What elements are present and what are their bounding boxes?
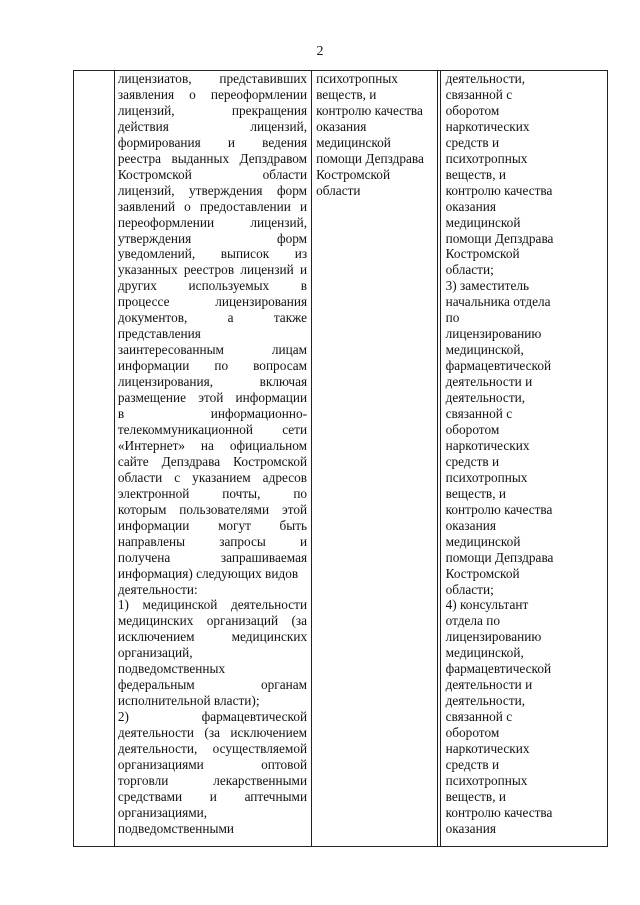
- text-line: области;: [445, 262, 494, 278]
- text-line: 3) заместитель: [445, 278, 530, 294]
- text-line: заявлений о предоставлении и: [117, 198, 308, 214]
- structural-unit-text: [312, 71, 437, 199]
- text-line: медицинской: [445, 533, 521, 549]
- text-line: реестра выданных Депздравом: [117, 150, 308, 166]
- text-line: оказания: [445, 517, 496, 533]
- text-line: контролю качества: [445, 804, 553, 820]
- text-line: контролю качества: [445, 182, 553, 198]
- text-line: психотропных: [445, 469, 528, 485]
- text-line: деятельности, осуществляемой: [117, 741, 308, 757]
- responsible-officials-text: [441, 71, 607, 837]
- text-line: оказания: [445, 820, 496, 836]
- text-line: веществ, и: [445, 788, 506, 804]
- text-line: действия лицензий,: [117, 118, 308, 134]
- text-line: переоформлении лицензий,: [117, 214, 308, 230]
- text-line: организациями оптовой: [117, 756, 308, 772]
- table-column-structural-unit: [312, 71, 438, 846]
- text-line: Костромской: [445, 565, 520, 581]
- text-line: медицинской: [316, 134, 391, 150]
- text-line: деятельности и: [445, 677, 533, 693]
- text-line: лицензированию: [445, 629, 542, 645]
- text-line: помощи Депздрава: [445, 230, 554, 246]
- text-line: медицинских организаций (за: [117, 613, 308, 629]
- table-column-number: [74, 71, 115, 846]
- text-line: оказания: [445, 198, 496, 214]
- text-line: отдела по: [445, 613, 501, 629]
- text-line: других используемых в: [117, 278, 308, 294]
- text-line: лицензий, прекращения: [117, 102, 308, 118]
- text-line: веществ, и: [316, 86, 377, 102]
- text-line: оказания: [316, 118, 367, 134]
- text-line: информации по вопросам: [117, 358, 308, 374]
- text-line: связанной с: [445, 86, 513, 102]
- text-line: федеральным органам: [117, 677, 308, 693]
- text-line: которым пользователями этой: [117, 501, 308, 517]
- text-line: организаций,: [117, 645, 193, 661]
- text-line: области;: [445, 581, 494, 597]
- text-line: размещение этой информации: [117, 390, 308, 406]
- text-line: заинтересованным лицам: [117, 342, 308, 358]
- text-line: оборотом: [445, 421, 500, 437]
- text-line: психотропных: [316, 71, 398, 86]
- text-line: лицензий, утверждения форм: [117, 182, 308, 198]
- text-line: наркотических: [445, 118, 530, 134]
- text-line: помощи Депздрава: [316, 150, 424, 166]
- text-line: деятельности:: [117, 581, 198, 597]
- text-line: фармацевтической: [445, 661, 552, 677]
- text-line: связанной с: [445, 406, 513, 422]
- text-line: психотропных: [445, 772, 528, 788]
- text-line: формирования и ведения: [117, 134, 308, 150]
- text-line: по: [445, 310, 460, 326]
- text-line: деятельности и: [445, 374, 533, 390]
- text-line: веществ, и: [445, 166, 506, 182]
- text-line: Костромской: [316, 166, 391, 182]
- text-line: представления: [117, 326, 201, 342]
- text-line: деятельности,: [445, 693, 526, 709]
- text-line: наркотических: [445, 741, 530, 757]
- text-line: контролю качества: [316, 102, 423, 118]
- text-line: информация) следующих видов: [117, 565, 299, 581]
- text-line: оборотом: [445, 102, 500, 118]
- document-table: [73, 70, 608, 847]
- text-line: подведомственными: [117, 820, 235, 836]
- text-line: деятельности,: [445, 390, 526, 406]
- text-line: средствами и аптечными: [117, 788, 308, 804]
- text-line: деятельности (за исключением: [117, 725, 308, 741]
- text-line: контролю качества: [445, 501, 553, 517]
- text-line: процессе лицензирования: [117, 294, 308, 310]
- text-line: области с указанием адресов: [117, 469, 308, 485]
- text-line: исключением медицинских: [117, 629, 308, 645]
- table-column-responsible-officials: [440, 71, 607, 846]
- text-line: уведомлений, выписок из: [117, 246, 308, 262]
- text-line: области: [316, 182, 361, 198]
- page-number: 2: [316, 44, 324, 59]
- text-line: организациями,: [117, 804, 208, 820]
- text-line: Костромской: [445, 246, 520, 262]
- text-line: 2) фармацевтической: [117, 709, 308, 725]
- text-line: лицензированию: [445, 326, 542, 342]
- text-line: средств и: [445, 756, 500, 772]
- text-line: наркотических: [445, 437, 530, 453]
- text-line: заявления о переоформлении: [117, 86, 308, 102]
- text-line: деятельности,: [445, 71, 526, 86]
- text-line: в информационно-: [117, 406, 308, 422]
- text-line: 4) консультант: [445, 597, 529, 613]
- text-line: лицензиатов, представивших: [117, 71, 308, 86]
- text-line: подведомственных: [117, 661, 226, 677]
- text-line: фармацевтической: [445, 358, 552, 374]
- text-line: средств и: [445, 134, 500, 150]
- text-line: медицинской,: [445, 342, 524, 358]
- text-line: направлены запросы и: [117, 533, 308, 549]
- text-line: психотропных: [445, 150, 528, 166]
- text-line: помощи Депздрава: [445, 549, 554, 565]
- table-column-function-description: [115, 71, 312, 846]
- text-line: связанной с: [445, 709, 513, 725]
- text-line: Костромской области: [117, 166, 308, 182]
- text-line: информации могут быть: [117, 517, 308, 533]
- text-line: средств и: [445, 453, 500, 469]
- text-line: сайте Депздрава Костромской: [117, 453, 308, 469]
- text-line: лицензирования, включая: [117, 374, 308, 390]
- text-line: утверждения форм: [117, 230, 308, 246]
- text-line: документов, а также: [117, 310, 308, 326]
- function-description-text: [115, 71, 311, 837]
- text-line: «Интернет» на официальном: [117, 437, 308, 453]
- text-line: 1) медицинской деятельности: [117, 597, 308, 613]
- text-line: медицинской,: [445, 645, 524, 661]
- text-line: медицинской: [445, 214, 521, 230]
- text-line: торговли лекарственными: [117, 772, 308, 788]
- text-line: начальника отдела: [445, 294, 551, 310]
- text-line: электронной почты, по: [117, 485, 308, 501]
- text-line: оборотом: [445, 725, 500, 741]
- text-line: веществ, и: [445, 485, 506, 501]
- text-line: исполнительной власти);: [117, 693, 260, 709]
- text-line: телекоммуникационной сети: [117, 421, 308, 437]
- text-line: указанных реестров лицензий и: [117, 262, 308, 278]
- text-line: получена запрашиваемая: [117, 549, 308, 565]
